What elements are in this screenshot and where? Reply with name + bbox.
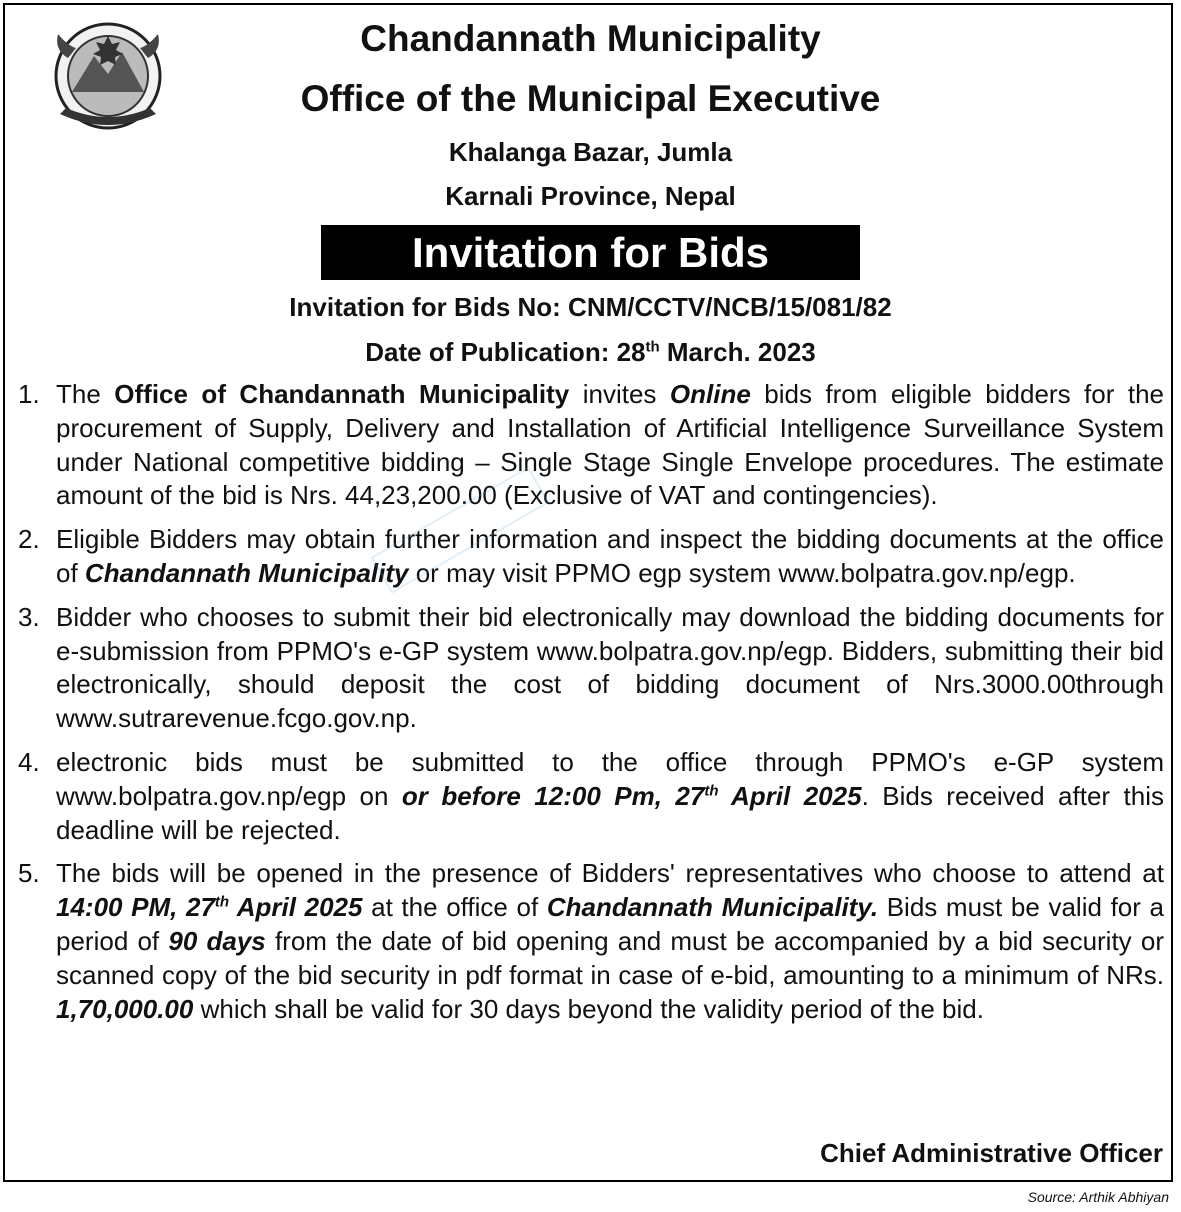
watermark-logo-icon <box>330 420 590 640</box>
office-name: Office of the Municipal Executive <box>300 78 881 119</box>
clause-3 <box>18 601 1164 736</box>
clause-1 <box>18 378 1164 513</box>
clause-number: 2. <box>18 524 40 555</box>
clause-2 <box>18 523 1164 591</box>
publication-date-suffix: th <box>645 338 660 356</box>
source-credit: Source: Arthik Abhiyan <box>1027 1189 1169 1205</box>
clause-4 <box>18 746 1164 847</box>
address-line-2: Karnali Province, Nepal <box>445 181 736 211</box>
signatory: Chief Administrative Officer <box>820 1138 1163 1168</box>
address-line-1: Khalanga Bazar, Jumla <box>448 137 733 167</box>
clause-number: 5. <box>18 858 40 889</box>
clause-list <box>18 378 1164 1036</box>
notice-title-banner: Invitation for Bids <box>321 225 860 280</box>
bid-number: CNM/CCTV/NCB/15/081/82 <box>568 292 892 322</box>
clause-text: The Office of Chandannath Municipality invites Online bids from eligible bidders for the procurement of Supply, Delivery and Installation of Artificial Intelligence Surveillance System under National competitive bidding – Single Stage Single Envelope procedures. The estimate amount of the bid is Nrs. 44,23,200.00 (Exclusive of VAT and contingencies). <box>56 379 1164 511</box>
clause-text: The bids will be opened in the presence of Bidders' representatives who choose to attend at 14:00 PM, 27th April 2025 at the office of Chandannath Municipality. Bids must be valid for a period of 90 days from the date of bid opening and must be accompanied by a bid security or scanned copy of the bid security in pdf format in case of e-bid, amounting to a minimum of NRs. 1,70,000.00 which shall be valid for 30 days beyond the validity period of the bid. <box>56 858 1165 1024</box>
bid-number-line <box>0 292 1181 323</box>
publication-date-line <box>0 337 1181 368</box>
clause-number: 3. <box>18 601 40 632</box>
clause-number: 1. <box>18 379 40 409</box>
clause-5 <box>18 857 1164 1026</box>
publication-date-label: Date of Publication: 28 <box>365 337 646 367</box>
clause-text: Bidder who chooses to submit their bid electronically may download the bidding documents for e-submission from PPMO's e-GP system www.bolpatra.gov.np/egp. Bidders, submitting their bid electronically, should deposit the cost of bidding document of Nrs.3000.00through www.sutrarevenue.fcgo.gov.np. <box>56 601 1164 734</box>
clause-text: electronic bids must be submitted to the office through PPMO's e-GP system www.bolpatra.gov.np/egp on or before 12:00 Pm, 27th April 2025. Bids received after this deadline will be rejected. <box>56 746 1164 845</box>
clause-text: Eligible Bidders may obtain further information and inspect the bidding documents at the office of Chandannath Municipality or may visit PPMO egp system www.bolpatra.gov.np/egp. <box>56 524 1164 588</box>
publication-date-rest: March. 2023 <box>659 337 816 367</box>
municipality-name: Chandannath Municipality <box>360 18 821 59</box>
bid-number-label: Invitation for Bids No: <box>289 292 569 322</box>
clause-number: 4. <box>18 746 40 777</box>
